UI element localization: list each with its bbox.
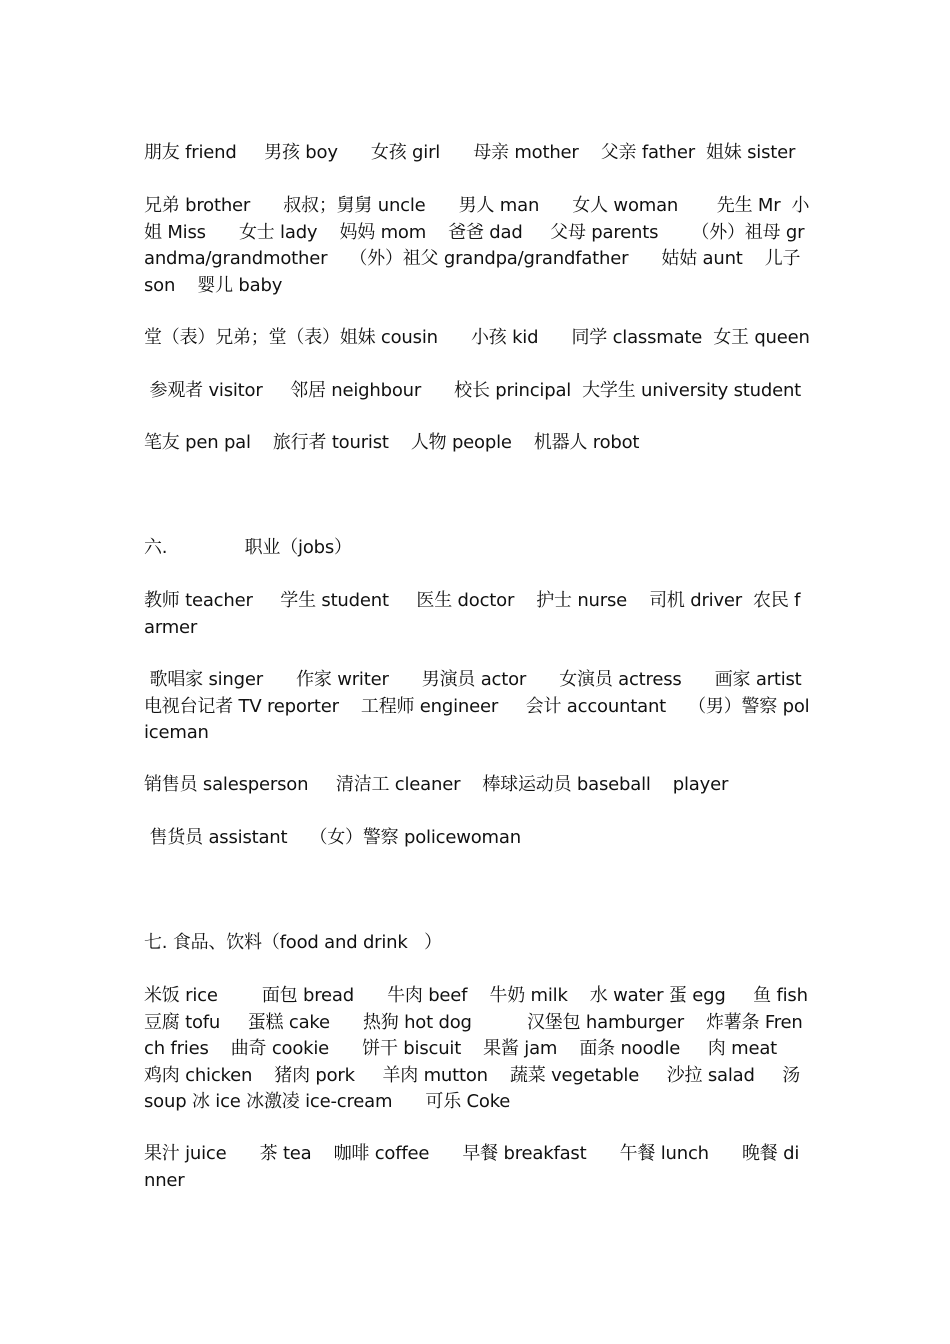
people-words-line: 参观者 visitor 邻居 neighbour 校长 principal 大学生 university student	[144, 380, 802, 401]
section-heading-food: 七. 食品、饮料（food and drink ）	[144, 932, 442, 953]
jobs-words-line-4: 售货员 assistant （女）警察 policewoman	[144, 827, 521, 848]
section-heading-jobs: 六. 职业（jobs）	[144, 537, 352, 558]
family-words-paragraph: 兄弟 brother 叔叔；舅舅 uncle 男人 man 女人 woman 先生 Mr 小姐 Miss 女士 lady 妈妈 mom 爸爸 dad 父母 parents （外）祖母 grandma/grandmother （外）祖父 grandpa/grandfather 姑姑 aunt 儿子 son 婴儿 baby	[144, 195, 810, 296]
relatives-words-line: 堂（表）兄弟；堂（表）姐妹 cousin 小孩 kid 同学 classmate 女王 queen	[144, 327, 810, 348]
jobs-words-paragraph-1: 教师 teacher 学生 student 医生 doctor 护士 nurse 司机 driver 农民 farmer	[144, 590, 801, 638]
jobs-words-paragraph-2: 歌唱家 singer 作家 writer 男演员 actor 女演员 actress 画家 artist 电视台记者 TV reporter 工程师 engineer 会计 accountant （男）警察 policeman	[144, 669, 835, 743]
people-words-line-2: 笔友 pen pal 旅行者 tourist 人物 people 机器人 robot	[144, 432, 640, 453]
food-words-paragraph: 米饭 rice 面包 bread 牛肉 beef 牛奶 milk 水 water 蛋 egg 鱼 fish 豆腐 tofu 蛋糕 cake 热狗 hot dog 汉堡包 hamburger 炸薯条 French fries 曲奇 cookie 饼干 biscuit 果酱 jam 面条 noodle 肉 meat 鸡肉 chicken 猪肉 pork 羊肉 mutton 蔬菜 vegetable 沙拉 salad 汤 soup 冰 ice 冰激凌 ice-cream 可乐 Coke	[144, 985, 836, 1112]
family-words-line: 朋友 friend 男孩 boy 女孩 girl 母亲 mother 父亲 father 姐妹 sister	[144, 142, 796, 163]
jobs-words-line-3: 销售员 salesperson 清洁工 cleaner 棒球运动员 baseball player	[144, 774, 729, 795]
drink-meal-words-line: 果汁 juice 茶 tea 咖啡 coffee 早餐 breakfast 午餐 lunch 晚餐 dinner	[144, 1143, 800, 1191]
